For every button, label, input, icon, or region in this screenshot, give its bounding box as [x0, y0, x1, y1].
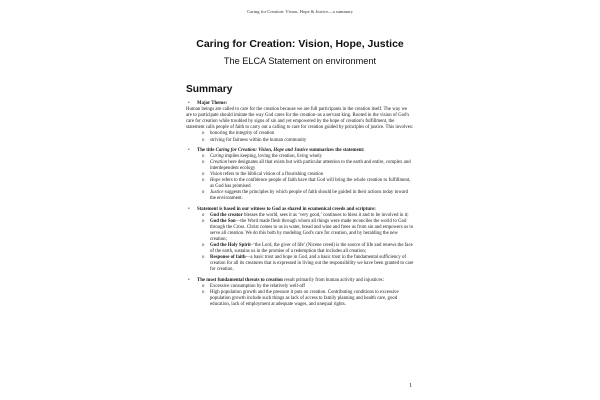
sub-bullet-icon: o	[202, 255, 205, 261]
major-theme-paragraph: Human beings are called to care for the creation because we are full participants in the creation itself. The way we are to participate should imitate the way God cares for the creation–as a servant king. Rooted in the vision of God's care for creation while troubled by signs of sin and yet empowered by the hope of creation's fulfillment, the statement calls people of faith to carry out a calling to care for creation guided by principles of justice. This involves:	[186, 107, 414, 131]
sub-bullet-icon: o	[202, 131, 205, 137]
list-item: o God the creator blesses the world, sees it as ‘very good,’ continues to bless it and to be involved in it;	[202, 212, 409, 218]
sub-bullet-icon: o	[202, 178, 205, 184]
sub-bullet-icon: o	[202, 159, 205, 165]
list-item: o God the Holy Spirit–‘the Lord, the giver of life’ (Nicene creed) is the source of life and renews the face of the earth, sustains us in the promise of a redemption that includes all creation;	[202, 243, 413, 255]
list-item: o Vision refers to the biblical vision of a flourishing creation	[202, 172, 324, 178]
list-item: o Response of faith—a basic trust and hope in God, and a basic trust in the fundamental sufficiency of creation for all its creatures that is expressed in living out the responsibility we have been granted to care for creation.	[202, 255, 414, 273]
major-theme-list	[202, 131, 414, 143]
sub-bullet-icon: o	[202, 283, 205, 289]
list-item: o High population growth and the pressure it puts on creation. Contributing conditions to excessive population growth include such things as lack of access to family planning and health care, good education, lack of employment at adequate wages, and unequal rights.	[202, 289, 399, 307]
sub-bullet-icon: o	[202, 212, 205, 218]
section-witness	[186, 207, 414, 274]
witness-list	[202, 213, 414, 274]
sub-bullet-icon: o	[202, 137, 205, 143]
document-subtitle: The ELCA Statement on environment	[223, 56, 377, 66]
list-item: o Caring implies keeping, loving the creation, living wisely	[202, 153, 323, 159]
section-threats: • The most fundamental threats to creation result primarily from human activity and injustices: o Excessive consumption by the relatively well-off o High population growth and the pressure it puts on creation. Contributing conditions to excessive population growth include such things as lack of access to family planning and health care, good education, lack of employment at adequate wages, and unequal rights.	[186, 278, 414, 308]
list-item: o striving for fairness within the human community	[202, 137, 307, 143]
sub-bullet-icon: o	[202, 172, 205, 178]
list-item: o God the Son—the Word made flesh through whom all things were made reconciles the world to God through the Cross. Christ comes to us in water, bread and wine and frees us from sin and empowers us to serve all creation. We do this both by modeling God's care for creation, and by heralding the new creation;	[202, 218, 414, 242]
summary-heading: Summary	[186, 84, 233, 95]
title-italic: Caring for Creation: Vision, Hope and Justice	[215, 147, 309, 153]
sub-bullet-icon: o	[202, 218, 205, 224]
list-item: o Justice suggests the principles by which people of faith should be guided in their actions today toward the environment.	[202, 190, 409, 202]
document-title: Caring for Creation: Vision, Hope, Justice	[196, 38, 404, 50]
list-item: o Excessive consumption by the relatively well-off	[202, 283, 306, 289]
document-body	[186, 101, 414, 312]
major-theme-label: Major Theme:	[197, 101, 228, 106]
sub-bullet-icon: o	[202, 190, 205, 196]
threats-label: The most fundamental threats to creation	[197, 277, 283, 283]
bullet-icon: •	[188, 101, 190, 106]
page-number: 1	[409, 383, 412, 389]
title-summary-list	[202, 154, 414, 203]
sub-bullet-icon: o	[202, 153, 205, 159]
threats-list	[202, 284, 414, 308]
bullet-icon: •	[188, 147, 190, 153]
bullet-icon: •	[188, 206, 190, 212]
sub-bullet-icon: o	[202, 289, 205, 295]
bullet-icon: •	[188, 277, 190, 283]
list-item: o Creation here designates all that exists but with particular attention to the earth and entire, complex and interdependent ecology	[202, 159, 411, 171]
running-header: Caring for Creation: Vision, Hope & Justice—a summary	[247, 9, 353, 14]
list-item: o Hope refers to the confidence people of faith have that God will bring the whole creation to fulfillment, as God has promised	[202, 178, 411, 190]
list-item: o honoring the integrity of creation	[202, 131, 275, 137]
section-major-theme	[186, 101, 414, 144]
sub-bullet-icon: o	[202, 243, 205, 249]
witness-label: Statement is based in our witness to God as shared in ecumenical creeds and scripture:	[197, 206, 376, 212]
section-title-summary: • The title Caring for Creation: Vision, Hope and Justice summarizes the statement: o Caring implies keeping, loving the creation, living wisely o Creation here designates all that exists but with particular attention to the earth and entire, complex and interdependent ecology o Vision refers to the biblical vision of a flourishing creation o Hope refers to the confidence people of faith have that God will bring the whole creation to fulfillment, as God has promised o Justice suggests the principles by which people of faith should be guided in their actions today toward the environment.	[186, 148, 414, 203]
